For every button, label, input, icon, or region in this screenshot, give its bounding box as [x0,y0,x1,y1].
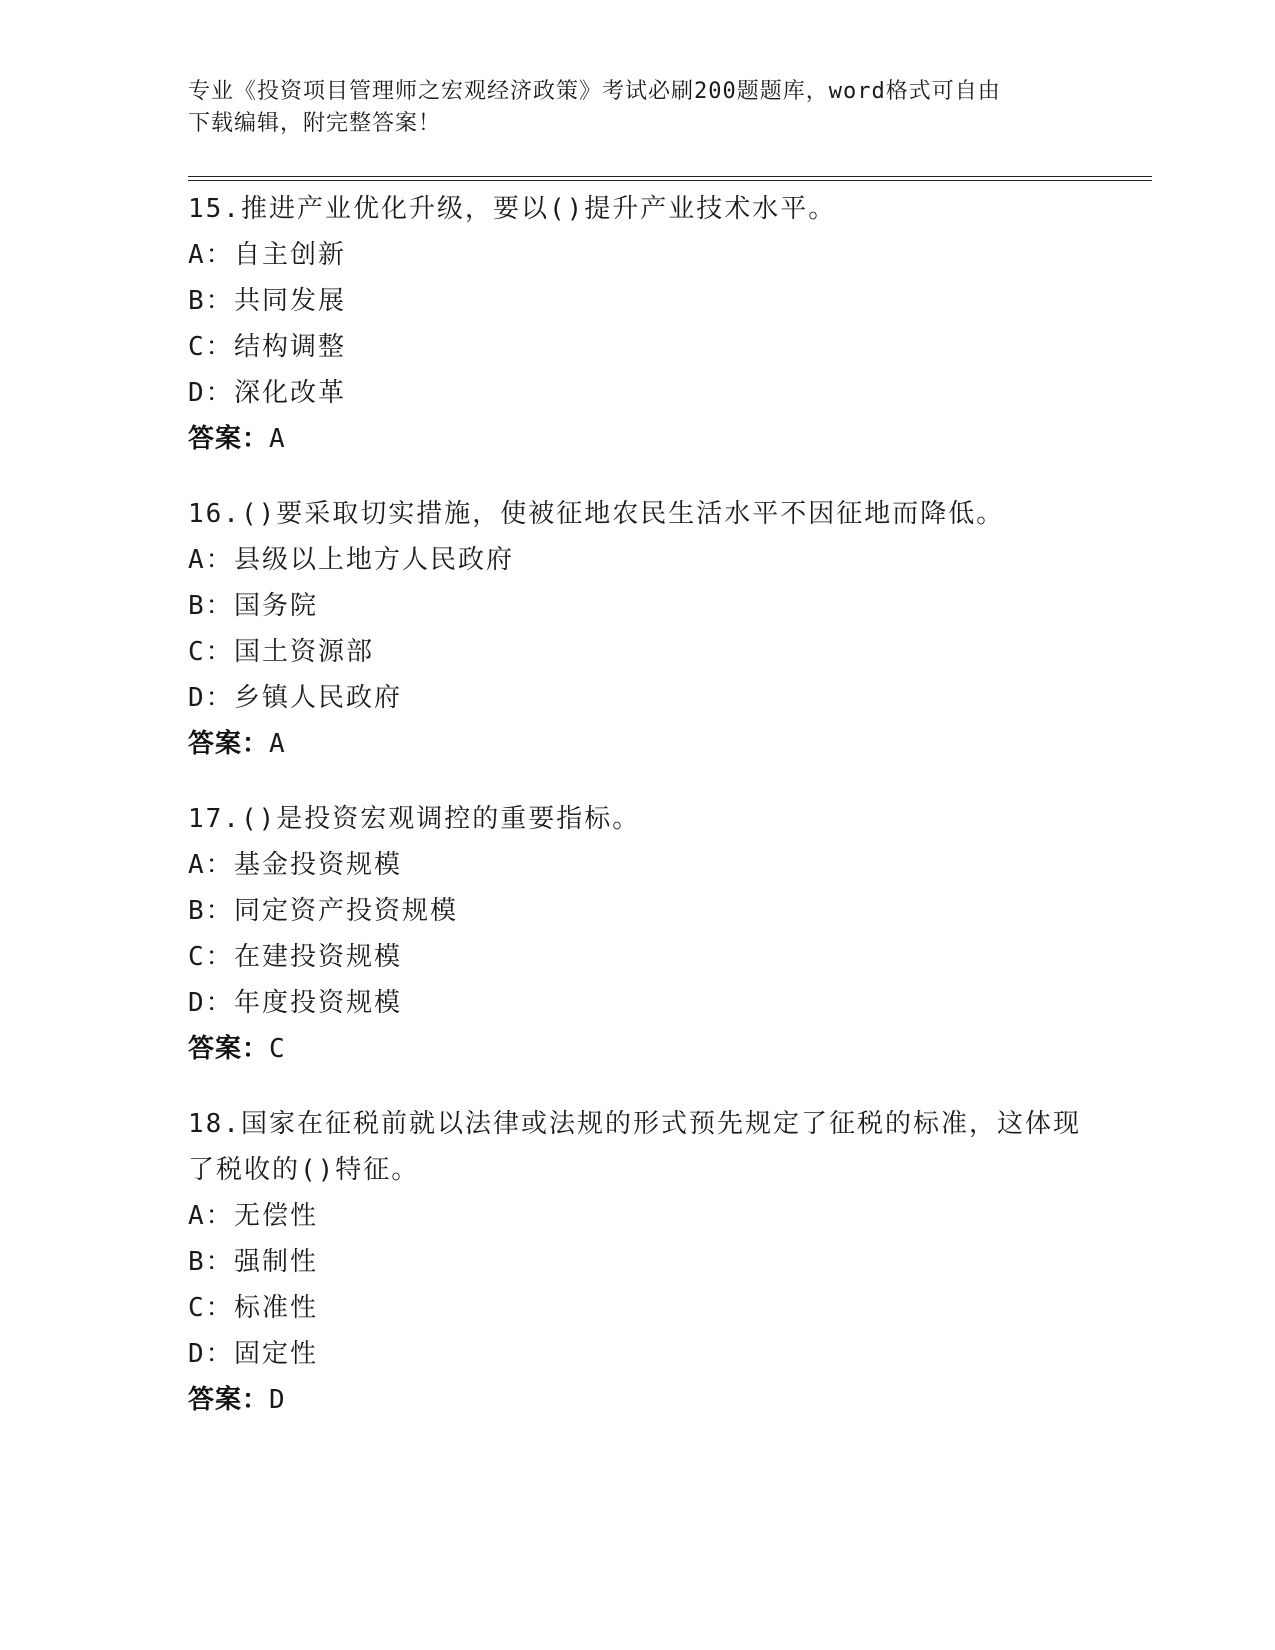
option-d [188,980,1088,1026]
answer-value: A [269,424,286,454]
option-b [188,583,1088,629]
option-a [188,1193,1088,1239]
question-text: 17.()是投资宏观调控的重要指标。 [188,804,641,834]
header-line-1: 专业《投资项目管理师之宏观经济政策》考试必刷200题题库，word格式可自由 [188,79,1001,104]
answer-label: 答案： [188,424,270,454]
option-text: 国土资源部 [234,637,375,667]
option-text: 无偿性 [234,1201,319,1231]
question-text: 18.国家在征税前就以法律或法规的形式预先规定了征税的标准，这体现了税收的()特征。 [188,1109,1081,1185]
option-d [188,1331,1088,1377]
option-text: 在建投资规模 [234,942,403,972]
answer-value: A [269,729,286,759]
answer-value: C [269,1034,286,1064]
option-letter: C： [188,332,234,362]
answer-line [188,721,1088,767]
answer-line [188,1026,1088,1072]
option-letter: C： [188,1293,234,1323]
option-c [188,629,1088,675]
option-b [188,278,1088,324]
option-text: 自主创新 [234,240,347,270]
option-a [188,842,1088,888]
answer-line [188,416,1088,462]
option-letter: B： [188,286,234,316]
answer-label: 答案： [188,729,270,759]
question-15 [188,186,1088,462]
option-letter: D： [188,988,234,1018]
option-b [188,888,1088,934]
header-divider-bottom [188,180,1152,181]
option-a [188,537,1088,583]
answer-label: 答案： [188,1385,270,1415]
option-d [188,370,1088,416]
option-b [188,1239,1088,1285]
option-text: 强制性 [234,1247,319,1277]
option-letter: A： [188,545,234,575]
option-text: 基金投资规模 [234,850,403,880]
option-text: 年度投资规模 [234,988,403,1018]
question-text: 16.()要采取切实措施，使被征地农民生活水平不因征地而降低。 [188,499,1005,529]
question-18 [188,1101,1088,1423]
option-text: 国务院 [234,591,319,621]
answer-value: D [269,1385,286,1415]
option-text: 标准性 [234,1293,319,1323]
option-text: 结构调整 [234,332,347,362]
option-letter: C： [188,942,234,972]
option-c [188,934,1088,980]
option-c [188,324,1088,370]
option-text: 乡镇人民政府 [234,683,403,713]
option-a [188,232,1088,278]
option-letter: D： [188,378,234,408]
option-letter: B： [188,591,234,621]
option-letter: C： [188,637,234,667]
header-line-2: 下载编辑，附完整答案！ [188,111,442,136]
document-header [188,76,1088,140]
question-text: 15.推进产业优化升级，要以()提升产业技术水平。 [188,194,837,224]
question-16 [188,491,1088,767]
option-letter: B： [188,896,234,926]
option-letter: B： [188,1247,234,1277]
answer-label: 答案： [188,1034,270,1064]
option-text: 深化改革 [234,378,347,408]
option-letter: A： [188,1201,234,1231]
question-17 [188,796,1088,1072]
option-text: 县级以上地方人民政府 [234,545,515,575]
option-letter: A： [188,850,234,880]
header-divider-top [188,176,1152,177]
option-text: 同定资产投资规模 [234,896,459,926]
option-d [188,675,1088,721]
option-letter: D： [188,683,234,713]
option-c [188,1285,1088,1331]
option-letter: A： [188,240,234,270]
option-letter: D： [188,1339,234,1369]
answer-line [188,1377,1088,1423]
option-text: 共同发展 [234,286,347,316]
option-text: 固定性 [234,1339,319,1369]
